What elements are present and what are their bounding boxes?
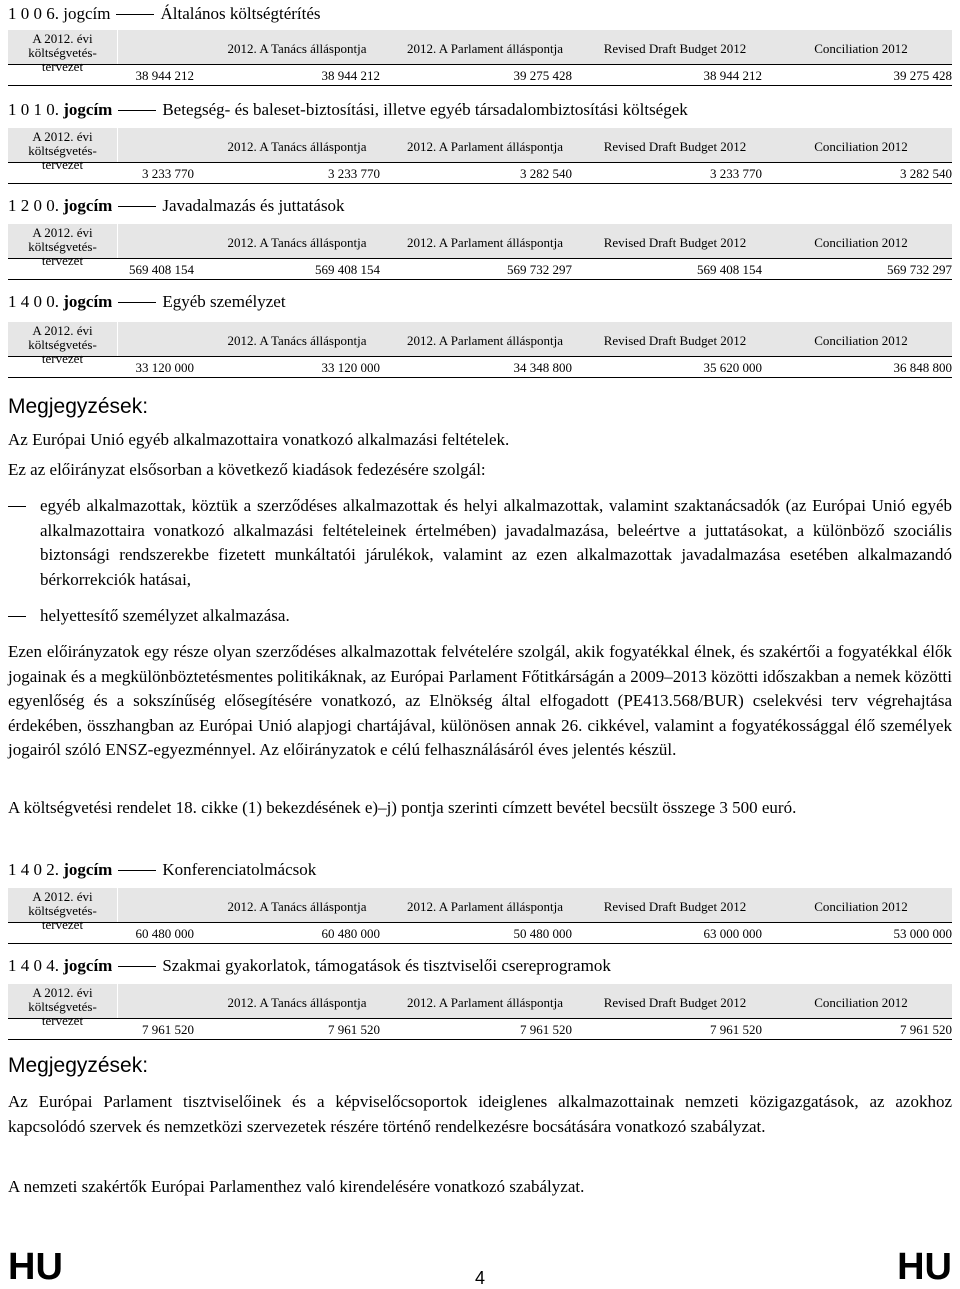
section-label: jogcím <box>63 292 113 311</box>
header-draft-budget: A 2012. évi költségvetés-tervezet <box>8 322 118 356</box>
budget-table-1404 <box>8 984 952 1040</box>
value-parliament: 3 282 540 <box>520 166 572 181</box>
value-parliament: 7 961 520 <box>520 1022 572 1037</box>
section-label: jogcím <box>63 100 113 119</box>
section-heading-1402 <box>8 860 316 880</box>
header-council: 2012. A Tanács álláspontja <box>227 899 367 914</box>
em-dash <box>118 302 156 303</box>
section-label: jogcím <box>63 956 113 975</box>
note-paragraph: Ez az előirányzat elsősorban a következő kiadások fedezésére szolgál: <box>8 460 486 479</box>
value-revised-draft: 569 408 154 <box>697 262 762 277</box>
value-conciliation: 3 282 540 <box>900 166 952 181</box>
section-code: 1 4 0 0. <box>8 292 59 311</box>
value-parliament: 50 480 000 <box>513 926 572 941</box>
notes-heading: Megjegyzések: <box>8 1054 149 1077</box>
value-council: 7 961 520 <box>328 1022 380 1037</box>
value-parliament: 34 348 800 <box>513 360 572 375</box>
table-values-row <box>8 1018 952 1040</box>
header-council: 2012. A Tanács álláspontja <box>227 41 367 56</box>
section-heading-1010 <box>8 100 688 120</box>
bullet-text: egyéb alkalmazottak, köztük a szerződéses alkalmazottak és helyi alkalmazottak, valamint szaktanácsadók (az Európai Unió egyéb alkalmazottaira vonatkozó alkalmazási feltételeinek értelmében) javadalmazása, beleértve a juttatásokat, a különböző szociális biztonsági rendszerekbe fizetett munkáltatói járulékok, valamint az ezen alkalmazottak javadalmazása esetében alkalmazandó bérkorrekciók hatásai, <box>40 496 952 589</box>
footer-language-right: HU <box>897 1246 952 1288</box>
section-title: Egyéb személyzet <box>162 292 286 311</box>
section-title: Szakmai gyakorlatok, támogatások és tisztviselői csereprogramok <box>162 956 611 975</box>
bullet-dash <box>8 506 26 507</box>
section-title: Javadalmazás és juttatások <box>162 196 345 215</box>
value-draft-budget: 7 961 520 <box>142 1022 194 1037</box>
section-label: jogcím <box>63 4 111 23</box>
value-conciliation: 39 275 428 <box>893 68 952 83</box>
header-revised-draft: Revised Draft Budget 2012 <box>603 235 747 250</box>
notes-heading: Megjegyzések: <box>8 395 149 418</box>
header-conciliation: Conciliation 2012 <box>814 235 908 250</box>
budget-table-1400 <box>8 322 952 378</box>
em-dash <box>116 14 154 15</box>
section-title: Konferenciatolmácsok <box>162 860 317 879</box>
section-heading-1200 <box>8 196 345 216</box>
value-draft-budget: 569 408 154 <box>129 262 194 277</box>
budget-table-1006 <box>8 30 952 86</box>
header-parliament: 2012. A Parlament álláspontja <box>407 235 563 250</box>
header-council: 2012. A Tanács álláspontja <box>227 995 367 1010</box>
header-conciliation: Conciliation 2012 <box>814 333 908 348</box>
value-parliament: 39 275 428 <box>513 68 572 83</box>
header-council: 2012. A Tanács álláspontja <box>227 235 367 250</box>
note-paragraph: Az Európai Parlament tisztviselőinek és a képviselőcsoportok ideiglenes alkalmazottainak nemzeti közigazgatások, az azokhoz kapcsolódó szervek és nemzetközi szervezetek részére történő rendelkezésre bocsátására vonatkozó szabályzat. <box>8 1092 952 1136</box>
budget-table-1010 <box>8 128 952 184</box>
header-parliament: 2012. A Parlament álláspontja <box>407 899 563 914</box>
note-paragraph: A költségvetési rendelet 18. cikke (1) bekezdésének e)–j) pontja szerinti címzett bevétel becsült összege 3 500 euró. <box>8 798 797 817</box>
header-council: 2012. A Tanács álláspontja <box>227 333 367 348</box>
note-paragraph: Ezen előirányzatok egy része olyan szerződéses alkalmazottak felvételére szolgál, akik fogyatékkal élnek, és szakértői a fogyatékkal élők jogainak és a megkülönböztetésmentes politikáknak, az Európai Parlament Főtitkárságán a 2009–2013 közötti időszakban a nemek közötti egyenlőség és a sokszínűség elősegítésére vonatkozó, az Elnökség által elfogadott (PE413.568/BUR) cselekvési terv végrehajtása érdekében, összhangban az Európai Unió alapjogi chartájával, különösen annak 26. cikkével, valamint a fogyatékossággal élő személyek jogairól szóló ENSZ-egyezménnyel. Az előirányzatok e célú felhasználásáról éves jelentés készül. <box>8 642 952 759</box>
value-revised-draft: 38 944 212 <box>703 68 762 83</box>
header-draft-budget: A 2012. évi költségvetés-tervezet <box>8 224 118 258</box>
section-heading-1006 <box>8 4 321 24</box>
header-draft-budget: A 2012. évi költségvetés-tervezet <box>8 30 118 64</box>
value-council: 60 480 000 <box>321 926 380 941</box>
value-revised-draft: 63 000 000 <box>703 926 762 941</box>
section-code: 1 0 0 6. <box>8 4 59 23</box>
value-conciliation: 7 961 520 <box>900 1022 952 1037</box>
table-values-row <box>8 162 952 184</box>
em-dash <box>118 870 156 871</box>
value-revised-draft: 7 961 520 <box>710 1022 762 1037</box>
header-parliament: 2012. A Parlament álláspontja <box>407 139 563 154</box>
table-header <box>8 984 952 1028</box>
note-paragraph: Az Európai Unió egyéb alkalmazottaira vonatkozó alkalmazási feltételek. <box>8 430 510 449</box>
value-council: 33 120 000 <box>321 360 380 375</box>
note-bullet <box>8 494 952 592</box>
header-draft-budget: A 2012. évi költségvetés-tervezet <box>8 128 118 162</box>
section-label: jogcím <box>63 860 113 879</box>
header-conciliation: Conciliation 2012 <box>814 41 908 56</box>
bullet-dash <box>8 616 26 617</box>
value-conciliation: 569 732 297 <box>887 262 952 277</box>
header-parliament: 2012. A Parlament álláspontja <box>407 995 563 1010</box>
value-revised-draft: 3 233 770 <box>710 166 762 181</box>
table-header <box>8 30 952 74</box>
table-values-row <box>8 922 952 944</box>
section-code: 1 4 0 2. <box>8 860 59 879</box>
budget-table-1402 <box>8 888 952 944</box>
value-parliament: 569 732 297 <box>507 262 572 277</box>
table-header <box>8 322 952 366</box>
em-dash <box>118 966 156 967</box>
table-values-row <box>8 64 952 86</box>
value-conciliation: 36 848 800 <box>893 360 952 375</box>
header-parliament: 2012. A Parlament álláspontja <box>407 41 563 56</box>
note-bullet <box>8 604 952 629</box>
section-title: Betegség- és baleset-biztosítási, illetve egyéb társadalombiztosítási költségek <box>162 100 688 119</box>
value-council: 3 233 770 <box>328 166 380 181</box>
header-revised-draft: Revised Draft Budget 2012 <box>603 41 747 56</box>
table-values-row <box>8 356 952 378</box>
header-draft-budget: A 2012. évi költségvetés-tervezet <box>8 984 118 1018</box>
section-title: Általános költségtérítés <box>160 4 321 23</box>
header-revised-draft: Revised Draft Budget 2012 <box>603 995 747 1010</box>
value-draft-budget: 3 233 770 <box>142 166 194 181</box>
section-heading-1404 <box>8 956 611 976</box>
header-revised-draft: Revised Draft Budget 2012 <box>603 333 747 348</box>
value-revised-draft: 35 620 000 <box>703 360 762 375</box>
header-conciliation: Conciliation 2012 <box>814 139 908 154</box>
section-code: 1 0 1 0. <box>8 100 59 119</box>
value-council: 38 944 212 <box>321 68 380 83</box>
page-number: 4 <box>474 1268 485 1288</box>
header-parliament: 2012. A Parlament álláspontja <box>407 333 563 348</box>
value-draft-budget: 60 480 000 <box>135 926 194 941</box>
value-council: 569 408 154 <box>315 262 380 277</box>
value-draft-budget: 33 120 000 <box>135 360 194 375</box>
header-revised-draft: Revised Draft Budget 2012 <box>603 899 747 914</box>
footer-language-left: HU <box>8 1246 63 1288</box>
table-header <box>8 888 952 932</box>
header-conciliation: Conciliation 2012 <box>814 995 908 1010</box>
em-dash <box>118 110 156 111</box>
header-conciliation: Conciliation 2012 <box>814 899 908 914</box>
budget-table-1200 <box>8 224 952 280</box>
value-conciliation: 53 000 000 <box>893 926 952 941</box>
header-draft-budget: A 2012. évi költségvetés-tervezet <box>8 888 118 922</box>
note-paragraph: A nemzeti szakértők Európai Parlamenthez való kirendelésére vonatkozó szabályzat. <box>8 1177 585 1196</box>
value-draft-budget: 38 944 212 <box>135 68 194 83</box>
em-dash <box>118 206 156 207</box>
section-label: jogcím <box>63 196 113 215</box>
bullet-text: helyettesítő személyzet alkalmazása. <box>40 606 290 625</box>
table-values-row <box>8 258 952 280</box>
table-header <box>8 128 952 172</box>
table-header <box>8 224 952 268</box>
section-code: 1 4 0 4. <box>8 956 59 975</box>
section-code: 1 2 0 0. <box>8 196 59 215</box>
header-revised-draft: Revised Draft Budget 2012 <box>603 139 747 154</box>
section-heading-1400 <box>8 292 286 312</box>
header-council: 2012. A Tanács álláspontja <box>227 139 367 154</box>
